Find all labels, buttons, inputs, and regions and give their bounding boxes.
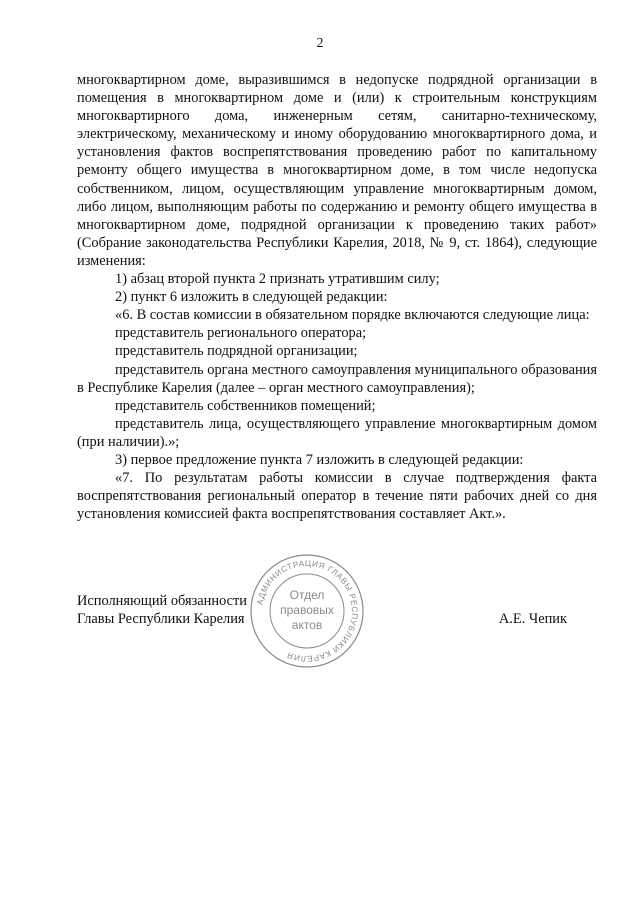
paragraph: 3) первое предложение пункта 7 изложить в следующей редакции:	[115, 451, 524, 468]
paragraph: «7. По результатам работы комиссии в случае подтверждения факта воспрепятствования региональный оператор в течение пяти рабочих дней со дня установления комиссией факта воспрепятствования составляет Акт.».	[77, 470, 597, 523]
official-stamp	[248, 552, 366, 670]
paragraph: представитель собственников помещений;	[115, 397, 376, 414]
paragraph: 2) пункт 6 изложить в следующей редакции:	[115, 289, 388, 306]
signatory-position-line: Исполняющий обязанности	[77, 593, 248, 609]
page-number: 2	[316, 36, 324, 51]
signatory-position-line: Главы Республики Карелия	[77, 611, 245, 627]
stamp-text-line: актов	[291, 618, 323, 632]
paragraph: представитель лица, осуществляющего управление многоквартирным домом (при наличии).»;	[77, 415, 597, 450]
stamp-text-line: Отдел	[289, 588, 325, 602]
paragraph: представитель подрядной организации;	[115, 343, 358, 360]
document-body	[77, 71, 597, 523]
stamp-text-line: правовых	[280, 603, 334, 617]
paragraph: представитель регионального оператора;	[115, 325, 367, 342]
signatory-name: А.Е. Чепик	[498, 611, 567, 627]
signatory-position	[77, 592, 247, 628]
stamp-ring-text: АДМИНИСТРАЦИЯ ГЛАВЫ РЕСПУБЛИКИ КАРЕЛИЯ	[255, 558, 360, 664]
paragraph: представитель органа местного самоуправления муниципального образования в Республике Карелия (далее – орган местного самоуправления);	[77, 361, 597, 396]
paragraph: 1) абзац второй пункта 2 признать утратившим силу;	[115, 271, 440, 288]
paragraph: «6. В состав комиссии в обязательном порядке включаются следующие лица:	[115, 307, 590, 324]
paragraph: многоквартирном доме, выразившимся в недопуске подрядной организации в помещения в многоквартирном доме и (или) к строительным конструкциям многоквартирного дома, инженерным сетям, санитарно-техническому, электрическому, механическому и иному оборудованию многоквартирного дома, и установления фактов воспрепятствования проведению работ по капитальному ремонту общего имущества в многоквартирном доме, в том числе недопуска собственником, лицом, осуществляющим управление многоквартирным домом, либо лицом, выполняющим работы по содержанию и ремонту общего имущества в многоквартирном доме, подрядной организации к проведению таких работ» (Собрание законодательства Республики Карелия, 2018, № 9, ст. 1864), следующие изменения:	[77, 72, 597, 269]
